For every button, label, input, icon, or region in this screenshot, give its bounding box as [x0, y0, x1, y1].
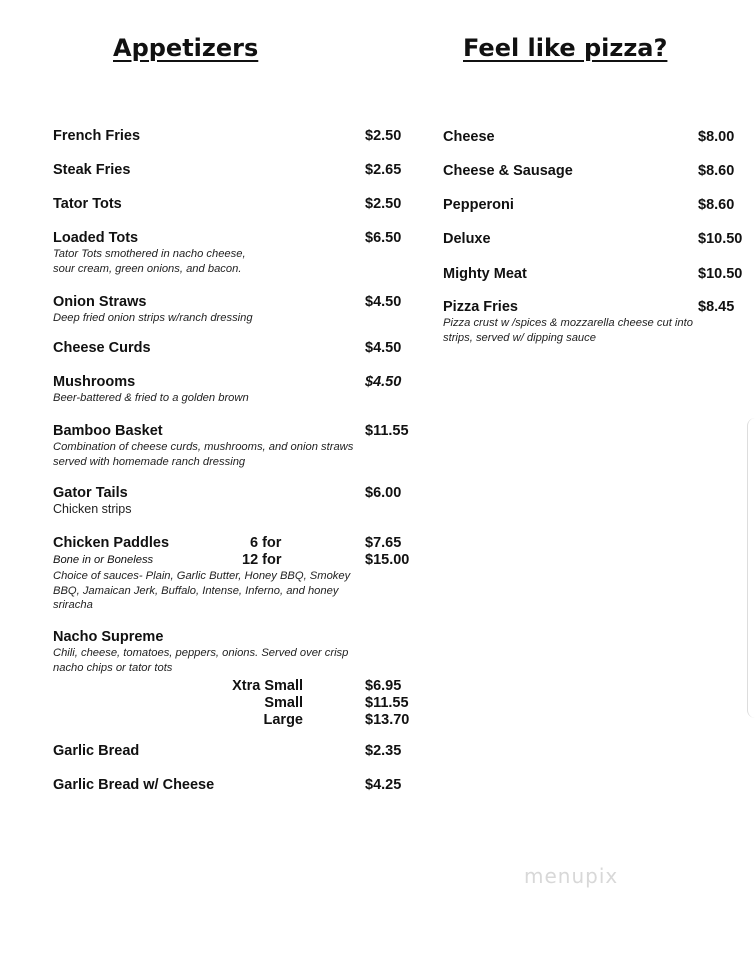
menu-item-garlic-bread — [53, 743, 413, 760]
item-price: $2.50 — [365, 196, 402, 212]
item-name: Steak Fries — [53, 162, 131, 178]
item-name: Pizza Fries — [443, 299, 518, 315]
item-price: $10.50 — [698, 266, 743, 282]
menu-item-cheese-sausage-pizza — [443, 163, 748, 180]
item-quantity: 6 for — [250, 535, 282, 551]
item-price: $4.50 — [365, 340, 402, 356]
item-name: Gator Tails — [53, 485, 128, 501]
item-price: $6.00 — [365, 485, 402, 501]
item-description: Chicken strips — [53, 502, 132, 516]
item-price: $2.35 — [365, 743, 402, 759]
item-price: $15.00 — [365, 552, 410, 568]
item-price: $2.50 — [365, 128, 402, 144]
item-name: Loaded Tots — [53, 230, 139, 246]
pizza-heading: Feel like pizza? — [463, 34, 668, 62]
item-name: Garlic Bread — [53, 743, 140, 759]
item-description: Choice of sauces- Plain, Garlic Butter, Honey BBQ, Smokey BBQ, Jamaican Jerk, Buffalo, Intense, Inferno, and honey sriracha — [53, 570, 351, 611]
item-name: Chicken Paddles — [53, 535, 170, 551]
size-option — [53, 695, 413, 712]
item-name: Onion Straws — [53, 294, 147, 310]
item-price: $2.65 — [365, 162, 402, 178]
menu-item-cheese-curds — [53, 340, 413, 357]
size-price: $13.70 — [365, 712, 410, 728]
menu-item-pizza-fries — [443, 299, 748, 345]
item-price: $8.60 — [698, 197, 735, 213]
item-price: $8.60 — [698, 163, 735, 179]
item-quantity: 12 for — [242, 552, 282, 568]
menu-item-chicken-paddles — [53, 535, 413, 613]
menu-item-bamboo-basket — [53, 423, 413, 469]
menu-item-french-fries — [53, 128, 413, 145]
size-option — [53, 712, 413, 729]
item-subtitle: Bone in or Boneless — [53, 554, 154, 566]
size-price: $11.55 — [365, 695, 409, 711]
menu-item-mighty-meat-pizza — [443, 266, 748, 283]
item-price: $8.00 — [698, 129, 735, 145]
menu-item-deluxe-pizza — [443, 231, 748, 248]
page-edge-shadow — [747, 418, 756, 718]
menu-item-cheese-pizza — [443, 129, 748, 146]
item-description: Beer-battered & fried to a golden brown — [53, 392, 249, 404]
item-price: $11.55 — [365, 423, 409, 439]
item-name: Cheese — [443, 129, 495, 145]
item-name: Cheese Curds — [53, 340, 151, 356]
size-label: Xtra Small — [232, 678, 303, 694]
item-price: $8.45 — [698, 299, 735, 315]
item-name: Mighty Meat — [443, 266, 527, 282]
size-option — [53, 678, 413, 695]
item-price: $10.50 — [698, 231, 743, 247]
menu-item-nacho-supreme — [53, 629, 413, 729]
menu-item-loaded-tots — [53, 230, 413, 276]
item-price: $6.50 — [365, 230, 402, 246]
size-label: Large — [263, 712, 303, 728]
menu-item-gator-tails — [53, 485, 413, 517]
item-name: Pepperoni — [443, 197, 514, 213]
item-name: French Fries — [53, 128, 141, 144]
watermark: menupix — [524, 864, 619, 888]
size-price: $6.95 — [365, 678, 402, 694]
item-name: Deluxe — [443, 231, 491, 247]
item-price: $4.50 — [365, 374, 402, 390]
appetizers-heading: Appetizers — [113, 34, 259, 62]
item-name: Tator Tots — [53, 196, 122, 212]
item-name: Cheese & Sausage — [443, 163, 573, 179]
size-label: Small — [264, 695, 303, 711]
item-description: Tator Tots smothered in nacho cheese, sour cream, green onions, and bacon. — [53, 248, 246, 275]
item-name: Garlic Bread w/ Cheese — [53, 777, 215, 793]
menu-item-pepperoni-pizza — [443, 197, 748, 214]
item-description: Pizza crust w /spices & mozzarella cheese cut into strips, served w/ dipping sauce — [443, 317, 693, 344]
item-name: Mushrooms — [53, 374, 136, 390]
menu-item-onion-straws — [53, 294, 413, 326]
item-description: Combination of cheese curds, mushrooms, and onion straws served with homemade ranch dressing — [53, 441, 354, 468]
menu-item-mushrooms — [53, 374, 413, 406]
item-name: Nacho Supreme — [53, 629, 164, 645]
menu-item-tator-tots — [53, 196, 413, 213]
menu-item-garlic-bread-cheese — [53, 777, 413, 794]
item-price: $4.50 — [365, 294, 402, 310]
item-description: Deep fried onion strips w/ranch dressing — [53, 312, 253, 324]
item-name: Bamboo Basket — [53, 423, 163, 439]
item-price: $4.25 — [365, 777, 402, 793]
item-description: Chili, cheese, tomatoes, peppers, onions. Served over crisp nacho chips or tator tots — [53, 647, 349, 674]
menu-item-steak-fries — [53, 162, 413, 179]
item-price: $7.65 — [365, 535, 402, 551]
